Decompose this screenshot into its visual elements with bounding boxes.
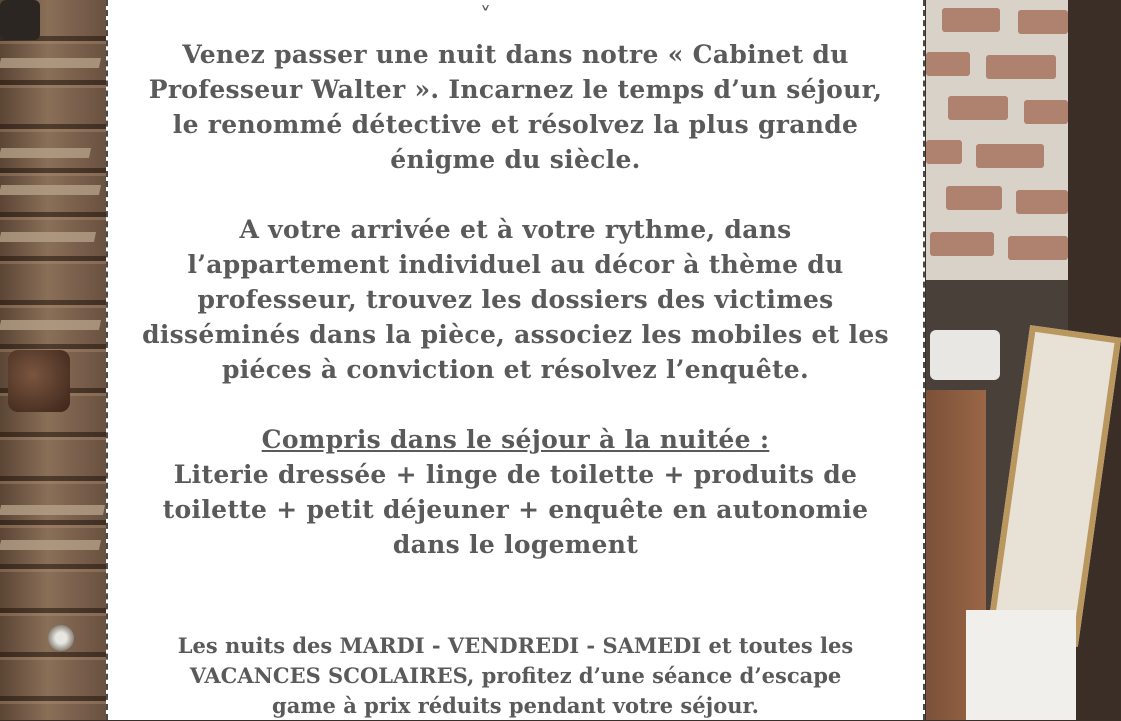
- offer-line-1: Les nuits des MARDI - VENDREDI - SAMEDI et toutes les: [177, 633, 854, 658]
- included-line-1: Literie dressée + linge de toilette + produits de: [173, 460, 858, 489]
- clock-icon: [930, 330, 1000, 380]
- included-line-2: toilette + petit déjeuner + enquête en autonomie: [162, 495, 869, 524]
- intro-line-3: le renommé détective et résolvez la plus grande: [172, 110, 859, 139]
- arrival-line-4: disséminés dans la pièce, associez les mobiles et les: [142, 320, 889, 349]
- offer-line-2: VACANCES SCOLAIRES, profitez d’une séance d’escape: [189, 663, 842, 688]
- arrival-line-1: A votre arrivée et à votre rythme, dans: [239, 215, 792, 244]
- intro-line-4: énigme du siècle.: [390, 145, 641, 174]
- arrival-line-5: piéces à conviction et résolvez l’enquête.: [221, 355, 810, 384]
- shelves-photo: [0, 0, 106, 720]
- tin-box-icon: [8, 350, 70, 412]
- cropped-text-fragment: [480, 0, 550, 4]
- included-heading-text: Compris dans le séjour à la nuitée :: [261, 425, 770, 454]
- brick-wall-photo: [926, 0, 1068, 720]
- offer-line-3: game à prix réduits pendant votre séjour.: [272, 693, 759, 718]
- drawer-lock-icon: [48, 625, 74, 651]
- description-panel: [106, 0, 925, 720]
- jar-icon: [0, 0, 40, 40]
- arrival-line-2: l’appartement individuel au décor à thème du: [187, 250, 844, 279]
- intro-line-2: Professeur Walter ». Incarnez le temps d’un séjour,: [148, 75, 883, 104]
- white-cloth: [966, 610, 1076, 720]
- arrival-line-3: professeur, trouvez les dossiers des victimes: [197, 285, 834, 314]
- included-heading: [108, 422, 923, 457]
- intro-line-1: Venez passer une nuit dans notre « Cabinet du: [182, 40, 849, 69]
- included-line-3: dans le logement: [392, 530, 639, 559]
